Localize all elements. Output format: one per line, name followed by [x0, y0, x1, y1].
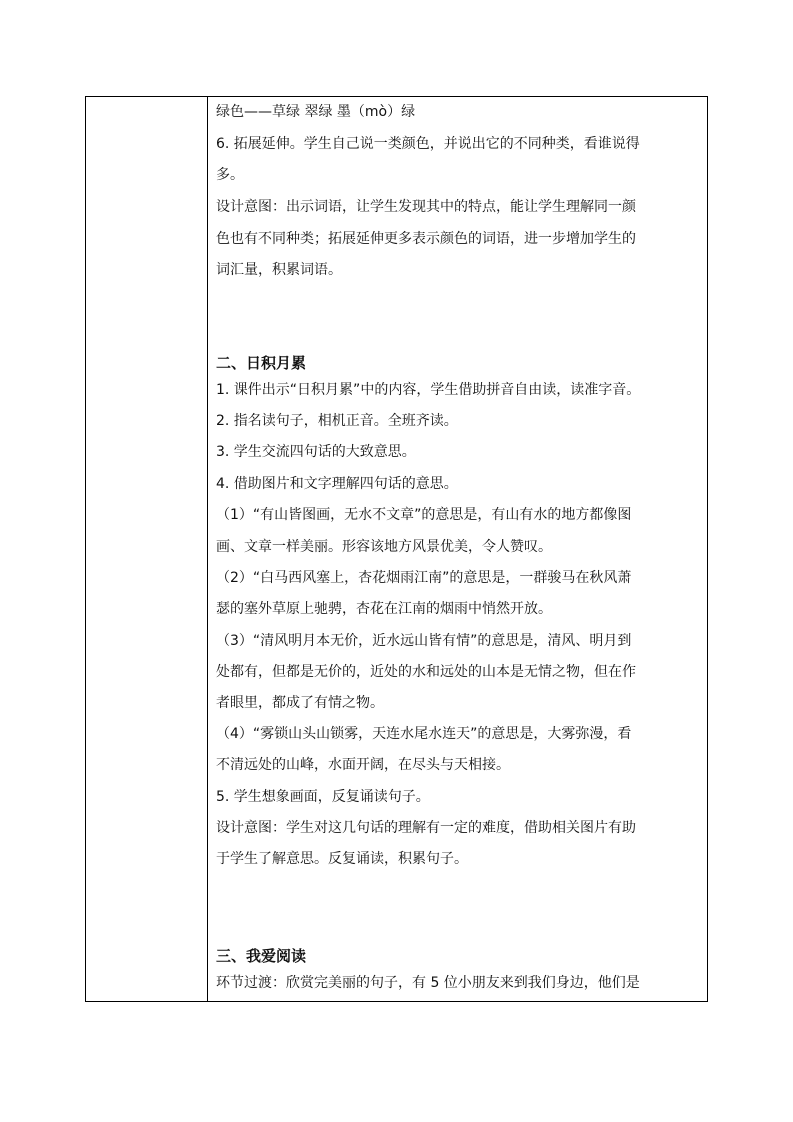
text-line: 不清远处的山峰，水面开阔，在尽头与天相接。: [216, 757, 510, 773]
text-line: 者眼里，都成了有情之物。: [216, 695, 384, 711]
section-heading: 三、我爱阅读: [216, 947, 307, 965]
text-line: 4. 借助图片和文字理解四句话的意思。: [216, 476, 458, 492]
text-line: 3. 学生交流四句话的大致意思。: [216, 444, 416, 460]
text-line: 瑟的塞外草原上驰骋，杏花在江南的烟雨中悄然开放。: [216, 601, 552, 617]
text-line: （1）“有山皆图画，无水不文章”的意思是，有山有水的地方都像图: [216, 507, 632, 523]
section-heading: 二、日积月累: [216, 354, 307, 372]
text-line: 1. 课件出示“日积月累”中的内容，学生借助拼音自由读，读准字音。: [216, 382, 641, 398]
text-line: 处都有，但都是无价的，近处的水和远处的山本是无情之物，但在作: [216, 664, 636, 680]
text-line: （2）“白马西风塞上，杏花烟雨江南”的意思是，一群骏马在秋风萧: [216, 570, 632, 586]
text-line: 画、文章一样美丽。形容该地方风景优美，令人赞叹。: [216, 539, 552, 555]
text-line: 2. 指名读句子，相机正音。全班齐读。: [216, 413, 458, 429]
text-line: 6. 拓展延伸。学生自己说一类颜色，并说出它的不同种类，看谁说得: [216, 136, 640, 152]
text-line: 环节过渡：欣赏完美丽的句子，有 5 位小朋友来到我们身边，他们是: [216, 975, 640, 991]
text-line: 5. 学生想象画面，反复诵读句子。: [216, 789, 430, 805]
text-line: 词汇量，积累词语。: [216, 262, 342, 278]
content-column-cell: [208, 97, 707, 1001]
text-line: （3）“清风明月本无价，近水远山皆有情”的意思是，清风、明月到: [216, 633, 632, 649]
lesson-plan-table: [85, 96, 708, 1002]
text-line: （4）“雾锁山头山锁雾，天连水尾水连天”的意思是，大雾弥漫，看: [216, 726, 632, 742]
left-column-cell: [86, 97, 208, 1001]
text-line: 色也有不同种类；拓展延伸更多表示颜色的词语，进一步增加学生的: [216, 231, 636, 247]
text-line: 于学生了解意思。反复诵读，积累句子。: [216, 851, 468, 867]
text-line: 多。: [216, 167, 244, 183]
text-line: 绿色——草绿 翠绿 墨（mò）绿: [216, 104, 416, 120]
text-line: 设计意图：学生对这几句话的理解有一定的难度，借助相关图片有助: [216, 820, 636, 836]
text-line: 设计意图：出示词语，让学生发现其中的特点，能让学生理解同一颜: [216, 199, 636, 215]
